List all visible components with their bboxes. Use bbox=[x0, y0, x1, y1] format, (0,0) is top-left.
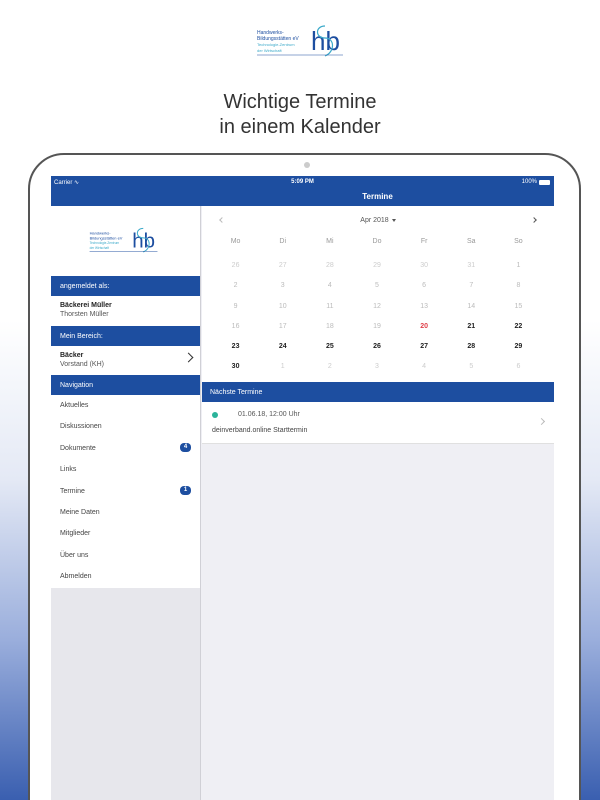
calendar-day[interactable]: 8 bbox=[516, 282, 521, 290]
sidebar-item[interactable] bbox=[51, 545, 200, 566]
sidebar-logo-line1: Handwerks- bbox=[89, 230, 111, 236]
sidebar-item-label: Aktuelles bbox=[60, 402, 89, 409]
sidebar-logo-mark: hb bbox=[132, 229, 156, 253]
headline-line1: Wichtige Termine bbox=[223, 91, 377, 113]
calendar-day[interactable]: 11 bbox=[326, 302, 334, 310]
calendar-day[interactable]: 3 bbox=[280, 282, 285, 290]
calendar-day[interactable]: 30 bbox=[231, 363, 240, 371]
weekday-label: Do bbox=[372, 238, 382, 245]
sidebar-logo-line2: Bildungsstätten eV bbox=[89, 235, 123, 241]
calendar-day[interactable]: 6 bbox=[516, 363, 521, 371]
calendar-day[interactable]: 29 bbox=[373, 262, 381, 269]
navigation-header: Navigation bbox=[51, 375, 200, 395]
calendar-day[interactable]: 13 bbox=[420, 302, 429, 310]
weekday-label: So bbox=[514, 238, 523, 245]
calendar-day[interactable]: 9 bbox=[233, 302, 238, 310]
calendar-day[interactable]: 6 bbox=[422, 282, 427, 290]
event-list bbox=[202, 402, 554, 444]
sidebar-item[interactable] bbox=[51, 502, 200, 523]
sidebar-item[interactable] bbox=[51, 481, 200, 502]
calendar-day[interactable]: 30 bbox=[420, 262, 429, 269]
calendar-day[interactable]: 2 bbox=[327, 363, 332, 371]
sidebar-item-label: Dokumente bbox=[60, 444, 96, 452]
calendar-day[interactable]: 2 bbox=[233, 282, 238, 290]
sidebar-item-label: Mitglieder bbox=[60, 530, 91, 538]
calendar-day[interactable]: 28 bbox=[467, 343, 476, 351]
calendar-day[interactable]: 24 bbox=[278, 343, 287, 351]
carrier-label: Carrier bbox=[54, 180, 73, 186]
event-dot-icon bbox=[212, 412, 218, 418]
sidebar-item[interactable] bbox=[51, 566, 200, 587]
caret-down-icon bbox=[392, 219, 396, 222]
calendar-grid bbox=[212, 236, 542, 378]
sidebar-item-label: Abmelden bbox=[60, 573, 92, 581]
month-label: Apr 2018 bbox=[360, 217, 389, 224]
calendar-day[interactable]: 7 bbox=[469, 282, 474, 290]
calendar-day[interactable]: 16 bbox=[231, 322, 240, 330]
event-date: 01.06.18, 12:00 Uhr bbox=[238, 411, 300, 418]
headline-line2: in einem Kalender bbox=[219, 116, 381, 138]
month-selector[interactable] bbox=[202, 217, 554, 224]
bereich-selector[interactable] bbox=[51, 346, 200, 375]
event-row[interactable] bbox=[202, 402, 554, 444]
main-content bbox=[202, 206, 554, 800]
logo-mark: hb bbox=[311, 26, 340, 56]
calendar-day[interactable]: 27 bbox=[278, 262, 287, 269]
battery-label: 100% bbox=[521, 179, 537, 185]
hb-logo bbox=[255, 22, 350, 66]
calendar-day[interactable]: 1 bbox=[280, 363, 285, 371]
wifi-icon: ∿ bbox=[74, 180, 80, 186]
calendar-day[interactable]: 27 bbox=[420, 343, 429, 351]
sidebar-item[interactable] bbox=[51, 395, 200, 416]
user-block bbox=[51, 296, 200, 326]
camera-icon bbox=[304, 162, 310, 168]
calendar-day[interactable]: 4 bbox=[422, 363, 427, 371]
calendar bbox=[202, 206, 554, 382]
sidebar-item-label: Über uns bbox=[60, 551, 89, 559]
user-sub: Thorsten Müller bbox=[60, 311, 109, 318]
logo-line3: Technologie-Zentrum bbox=[257, 42, 295, 47]
bereich-sub: Vorstand (KH) bbox=[60, 361, 104, 368]
bereich-name: Bäcker bbox=[60, 352, 84, 359]
sidebar-item-label: Links bbox=[60, 466, 77, 474]
weekday-label: Mi bbox=[326, 238, 334, 245]
status-battery bbox=[522, 179, 550, 185]
upcoming-header: Nächste Termine bbox=[202, 382, 554, 402]
navigation-list bbox=[51, 395, 200, 588]
headline bbox=[0, 90, 600, 140]
sidebar-item[interactable] bbox=[51, 523, 200, 544]
sidebar-item-label: Diskussionen bbox=[60, 423, 102, 431]
sidebar-logo-line3: Technologie-Zentrum bbox=[89, 241, 120, 246]
logo-line2: Bildungsstätten eV bbox=[257, 36, 299, 42]
calendar-day[interactable]: 26 bbox=[373, 343, 381, 351]
calendar-day[interactable]: 1 bbox=[516, 262, 521, 269]
calendar-day[interactable]: 26 bbox=[231, 262, 240, 269]
sidebar-item[interactable] bbox=[51, 416, 200, 437]
weekday-label: Fr bbox=[420, 238, 428, 245]
calendar-day[interactable]: 23 bbox=[231, 343, 240, 351]
sidebar-logo-line4: der Wirtschaft bbox=[89, 245, 109, 250]
chevron-right-icon bbox=[538, 418, 545, 425]
calendar-day[interactable]: 20 bbox=[420, 322, 429, 330]
weekday-label: Sa bbox=[466, 238, 476, 245]
count-badge: 4 bbox=[180, 443, 191, 452]
calendar-day[interactable]: 22 bbox=[514, 322, 523, 330]
sidebar-item-label: Meine Daten bbox=[60, 508, 100, 516]
bereich-header: Mein Bereich: bbox=[51, 326, 200, 346]
app-screen bbox=[51, 176, 554, 800]
calendar-day[interactable]: 18 bbox=[325, 322, 334, 330]
event-title: deinverband.online Starttermin bbox=[212, 427, 308, 434]
calendar-day[interactable]: 5 bbox=[375, 282, 379, 290]
calendar-day[interactable]: 15 bbox=[514, 302, 523, 310]
calendar-day[interactable]: 25 bbox=[325, 343, 334, 351]
sidebar-item-label: Termine bbox=[60, 487, 85, 495]
logo-line1: Handwerks- bbox=[257, 30, 284, 36]
calendar-day[interactable]: 4 bbox=[327, 282, 332, 290]
count-badge: 1 bbox=[180, 486, 191, 495]
calendar-day[interactable]: 10 bbox=[278, 302, 287, 310]
calendar-day[interactable]: 31 bbox=[467, 262, 476, 269]
calendar-day[interactable]: 21 bbox=[467, 322, 476, 330]
status-time: 5:09 PM bbox=[291, 179, 314, 185]
weekday-label: Di bbox=[279, 238, 287, 245]
calendar-day[interactable]: 3 bbox=[375, 363, 379, 371]
navigation-bar bbox=[51, 176, 554, 206]
calendar-day[interactable]: 14 bbox=[467, 302, 476, 310]
calendar-day[interactable]: 29 bbox=[514, 343, 523, 351]
calendar-day[interactable]: 17 bbox=[278, 322, 287, 330]
logo-line4: der Wirtschaft bbox=[257, 48, 282, 53]
battery-icon bbox=[539, 180, 550, 185]
sidebar-item[interactable] bbox=[51, 459, 200, 480]
calendar-day[interactable]: 12 bbox=[373, 302, 381, 310]
calendar-day[interactable]: 19 bbox=[373, 322, 381, 330]
calendar-day[interactable]: 5 bbox=[469, 363, 474, 371]
nav-title: Termine bbox=[362, 192, 393, 201]
calendar-day[interactable]: 28 bbox=[325, 262, 334, 269]
sidebar-logo-box bbox=[51, 206, 200, 276]
sidebar-item[interactable] bbox=[51, 438, 200, 459]
logged-in-header: angemeldet als: bbox=[51, 276, 200, 296]
sidebar-hb-logo bbox=[88, 219, 163, 263]
weekday-label: Mo bbox=[230, 238, 241, 245]
sidebar bbox=[51, 206, 201, 800]
user-name: Bäckerei Müller bbox=[60, 302, 112, 309]
